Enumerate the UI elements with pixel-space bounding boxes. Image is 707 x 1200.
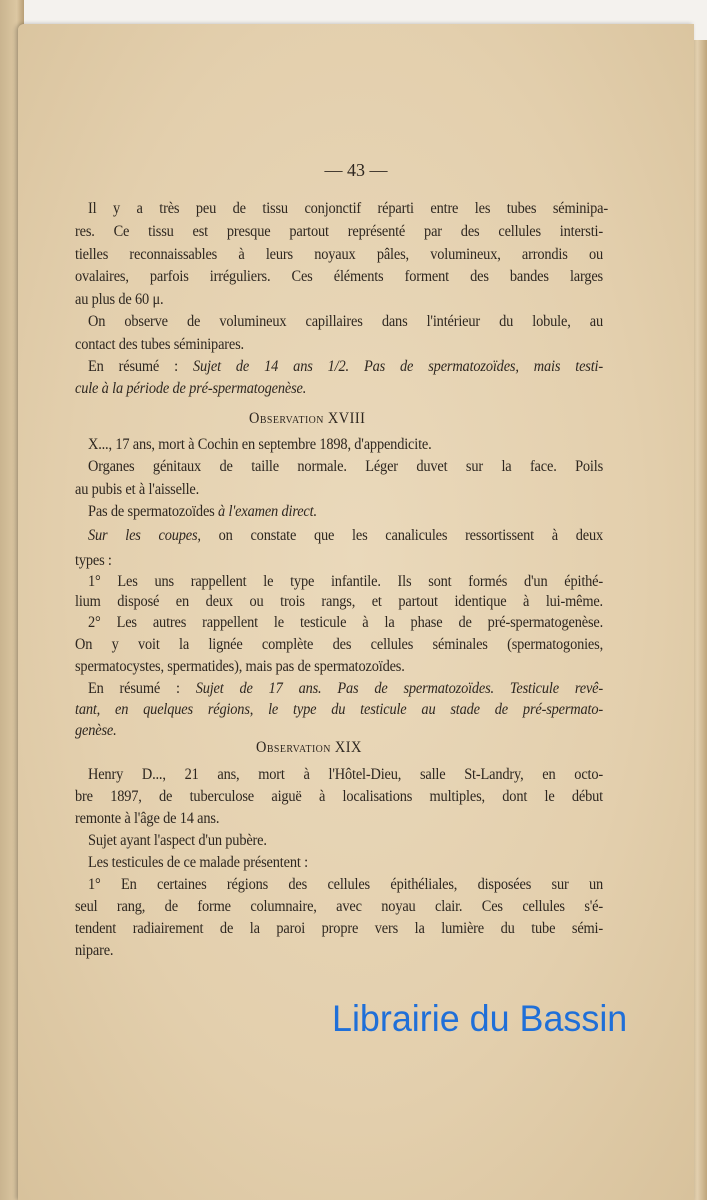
text-segment: res. Ce tissu est presque partout représenté par des cellules intersti-: [75, 223, 603, 240]
italic-text: Sujet de 14 ans 1/2. Pas de spermatozoïdes, mais testi-: [192, 358, 603, 375]
page-number: — 43 —: [324, 160, 388, 180]
text-segment: lium disposé en deux ou trois rangs, et partout identique à lui-même.: [75, 593, 603, 610]
text-segment: 1° En certaines régions des cellules épithéliales, disposées sur un: [88, 876, 603, 893]
text-line: [75, 898, 603, 916]
italic-text: cule à la période de pré-spermatogenèse.: [75, 380, 307, 397]
text-segment: Sujet ayant l'aspect d'un pubère.: [88, 832, 267, 849]
text-segment: ovalaires, parfois irréguliers. Ces éléments forment des bandes larges: [75, 268, 603, 285]
text-segment: On y voit la lignée complète des cellules séminales (spermatogonies,: [75, 636, 603, 653]
text-line: [88, 313, 603, 331]
text-segment: spermatocystes, spermatides), mais pas de spermatozoïdes.: [75, 658, 405, 675]
text-line: [88, 854, 308, 872]
text-segment: remonte à l'âge de 14 ans.: [75, 810, 220, 827]
text-segment: X..., 17 ans, mort à Cochin en septembre 1898, d'appendicite.: [88, 436, 432, 453]
italic-text: Sur les coupes,: [88, 527, 201, 544]
watermark: Librairie du Bassin: [332, 998, 628, 1039]
text-line: [75, 636, 603, 654]
italic-text: Sujet de 17 ans. Pas de spermatozoïdes. Testicule revê-: [195, 680, 603, 697]
text-line: [88, 458, 603, 476]
text-line: [75, 336, 244, 354]
text-line: [75, 380, 306, 398]
text-segment: nipare.: [75, 942, 114, 959]
text-line: [75, 268, 603, 286]
text-line: [75, 920, 603, 938]
text-segment: Henry D..., 21 ans, mort à l'Hôtel-Dieu, salle St-Landry, en octo-: [88, 766, 603, 783]
text-segment: Observation XVIII: [249, 410, 366, 427]
text-segment: Organes génitaux de taille normale. Léger duvet sur la face. Poils: [88, 458, 603, 475]
text-line: [75, 593, 603, 611]
text-segment: tendent radiairement de la paroi propre vers la lumière du tube sémi-: [75, 920, 603, 937]
text-line: [88, 503, 317, 521]
text-line: [88, 573, 603, 591]
italic-text: à l'examen direct.: [218, 503, 317, 520]
text-segment: on constate que les canalicules ressortissent à deux: [200, 527, 603, 544]
text-line: [88, 680, 603, 698]
text-segment: types :: [75, 552, 112, 569]
text-line: [88, 876, 603, 894]
text-line: [88, 200, 608, 218]
text-segment: bre 1897, de tuberculose aiguë à localisations multiples, dont le début: [75, 788, 603, 805]
italic-text: tant, en quelques régions, le type du testicule au stade de pré-spermato-: [75, 701, 603, 718]
text-line: [75, 810, 219, 828]
observation-heading: [256, 739, 362, 757]
text-segment: au pubis et à l'aisselle.: [75, 481, 200, 498]
text-line: [88, 614, 603, 632]
text-segment: Les testicules de ce malade présentent :: [88, 854, 308, 871]
text-line: [88, 766, 603, 784]
text-line: [88, 436, 432, 454]
observation-heading: [249, 410, 365, 428]
text-segment: En résumé :: [88, 358, 193, 375]
text-segment: Observation XIX: [256, 739, 362, 756]
text-line: [75, 291, 163, 309]
text-line: [88, 527, 603, 545]
text-segment: tielles reconnaissables à leurs noyaux pâles, volumineux, arrondis ou: [75, 246, 603, 263]
text-segment: 1° Les uns rappellent le type infantile. Ils sont formés d'un épithé-: [88, 573, 603, 590]
text-segment: Pas de spermatozoïdes: [88, 503, 219, 520]
text-line: [88, 832, 267, 850]
text-line: [75, 942, 113, 960]
text-line: [75, 552, 112, 570]
text-segment: au plus de 60 μ.: [75, 291, 164, 308]
text-segment: En résumé :: [88, 680, 196, 697]
text-segment: On observe de volumineux capillaires dans l'intérieur du lobule, au: [88, 313, 603, 330]
text-line: [75, 223, 603, 241]
text-line: [75, 788, 603, 806]
italic-text: genèse.: [75, 722, 117, 739]
text-segment: contact des tubes séminipares.: [75, 336, 244, 353]
text-line: [75, 246, 603, 264]
text-line: [75, 658, 405, 676]
text-line: [75, 701, 603, 719]
text-segment: Il y a très peu de tissu conjonctif réparti entre les tubes séminipa-: [88, 200, 608, 217]
text-line: [75, 481, 199, 499]
text-segment: 2° Les autres rappellent le testicule à la phase de pré-spermatogenèse.: [88, 614, 603, 631]
text-line: [88, 358, 603, 376]
text-line: [75, 722, 117, 740]
text-segment: seul rang, de forme columnaire, avec noyau clair. Ces cellules s'é-: [75, 898, 603, 915]
